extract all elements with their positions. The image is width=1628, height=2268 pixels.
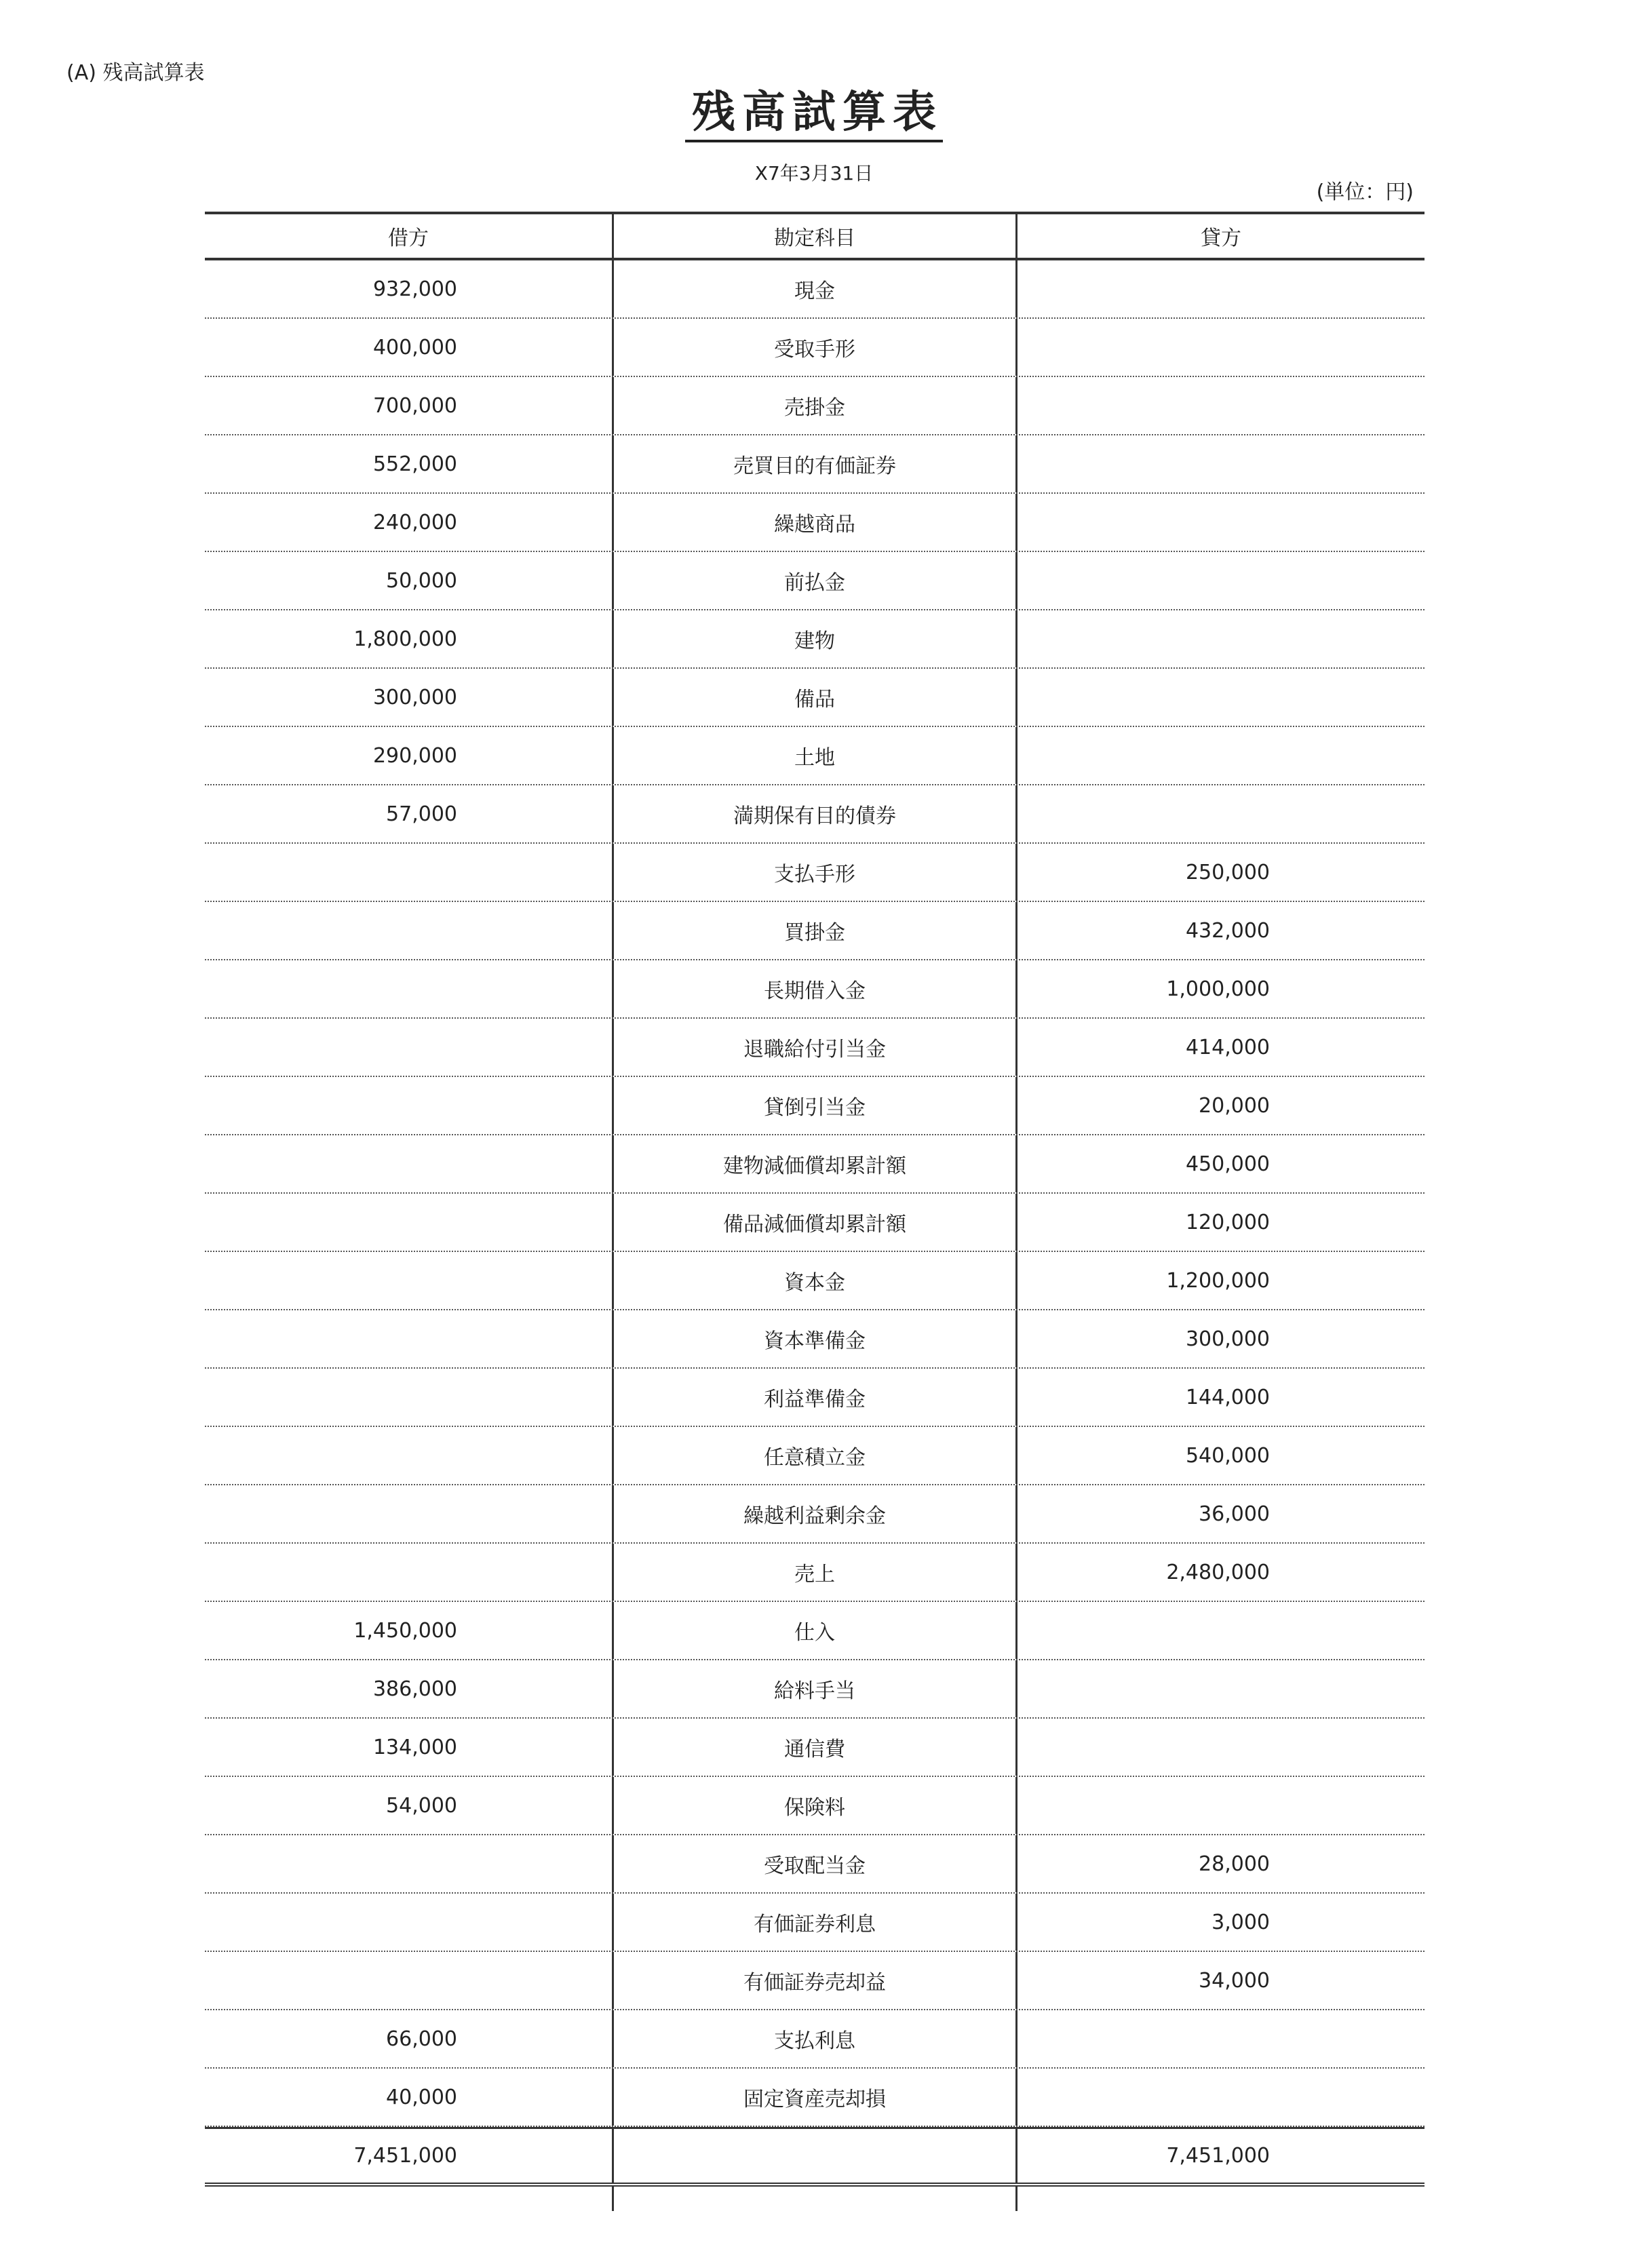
account-cell: 固定資産売却損	[612, 2069, 1018, 2126]
credit-cell	[1018, 2010, 1424, 2067]
debit-cell: 57,000	[386, 802, 457, 826]
table-row	[205, 1952, 1424, 2010]
table-row	[205, 494, 1424, 552]
credit-cell: 120,000	[1185, 1210, 1270, 1234]
debit-cell: 50,000	[386, 568, 457, 593]
credit-cell: 414,000	[1185, 1035, 1270, 1059]
account-cell: 現金	[612, 260, 1018, 317]
table-row	[205, 552, 1424, 610]
debit-cell	[205, 844, 612, 901]
credit-cell: 432,000	[1185, 918, 1270, 943]
section-label: (A) 残高試算表	[66, 61, 205, 85]
total-account	[612, 2129, 1018, 2183]
account-cell: 売掛金	[612, 377, 1018, 434]
account-cell: 支払手形	[612, 844, 1018, 901]
account-cell: 長期借入金	[612, 960, 1018, 1017]
account-cell: 利益準備金	[612, 1369, 1018, 1426]
credit-cell: 3,000	[1212, 1910, 1270, 1934]
credit-cell	[1018, 260, 1424, 317]
table-row	[205, 1660, 1424, 1719]
debit-cell	[205, 1194, 612, 1251]
debit-cell	[205, 1135, 612, 1192]
table-row	[205, 435, 1424, 494]
table-body	[205, 260, 1424, 2127]
credit-cell	[1018, 669, 1424, 726]
table-row	[205, 1485, 1424, 1544]
table-row	[205, 1135, 1424, 1194]
account-cell: 建物	[612, 610, 1018, 667]
credit-cell: 250,000	[1185, 860, 1270, 884]
account-cell: 備品減価償却累計額	[612, 1194, 1018, 1251]
table-row	[205, 377, 1424, 435]
credit-cell	[1018, 1719, 1424, 1776]
credit-cell	[1018, 377, 1424, 434]
table-row	[205, 1019, 1424, 1077]
account-cell: 土地	[612, 727, 1018, 784]
table-row	[205, 1602, 1424, 1660]
debit-cell	[205, 1077, 612, 1134]
account-cell: 通信費	[612, 1719, 1018, 1776]
credit-cell	[1018, 1777, 1424, 1834]
debit-cell: 932,000	[372, 277, 457, 301]
tail-right	[1018, 2187, 1424, 2211]
credit-cell	[1018, 785, 1424, 842]
account-cell: 前払金	[612, 552, 1018, 609]
debit-cell	[205, 960, 612, 1017]
account-cell: 資本金	[612, 1252, 1018, 1309]
credit-cell: 540,000	[1185, 1443, 1270, 1468]
debit-cell	[205, 1252, 612, 1309]
table-header	[205, 212, 1424, 260]
credit-cell: 300,000	[1185, 1327, 1270, 1351]
credit-cell: 28,000	[1199, 1852, 1270, 1876]
table-row	[205, 960, 1424, 1019]
credit-cell	[1018, 610, 1424, 667]
credit-cell	[1018, 727, 1424, 784]
credit-cell	[1018, 552, 1424, 609]
debit-cell	[205, 1427, 612, 1484]
credit-cell: 36,000	[1199, 1502, 1270, 1526]
debit-cell: 300,000	[372, 685, 457, 709]
debit-cell: 290,000	[372, 743, 457, 768]
debit-cell: 240,000	[372, 510, 457, 534]
credit-cell: 1,200,000	[1166, 1268, 1270, 1293]
account-cell: 退職給付引当金	[612, 1019, 1018, 1076]
totals-row	[205, 2127, 1424, 2187]
table-row	[205, 1369, 1424, 1427]
table-row	[205, 2069, 1424, 2127]
table-row	[205, 1427, 1424, 1485]
credit-cell	[1018, 435, 1424, 492]
account-cell: 給料手当	[612, 1660, 1018, 1717]
account-cell: 有価証券利息	[612, 1894, 1018, 1951]
table-row	[205, 1252, 1424, 1310]
debit-cell: 552,000	[372, 452, 457, 476]
debit-cell: 1,450,000	[353, 1618, 457, 1643]
account-cell: 支払利息	[612, 2010, 1018, 2067]
table-row	[205, 1719, 1424, 1777]
account-cell: 資本準備金	[612, 1310, 1018, 1367]
account-cell: 繰越商品	[612, 494, 1018, 551]
account-cell: 繰越利益剰余金	[612, 1485, 1018, 1542]
credit-cell: 450,000	[1185, 1152, 1270, 1176]
debit-cell: 1,800,000	[353, 627, 457, 651]
table-row	[205, 785, 1424, 844]
table-row	[205, 1894, 1424, 1952]
table-row	[205, 1077, 1424, 1135]
debit-cell	[205, 1019, 612, 1076]
tail-center	[612, 2187, 1018, 2211]
account-cell: 売上	[612, 1544, 1018, 1601]
debit-cell: 386,000	[372, 1677, 457, 1701]
debit-cell	[205, 902, 612, 959]
credit-cell: 34,000	[1199, 1968, 1270, 1993]
table-tail	[205, 2187, 1424, 2211]
table-row	[205, 2010, 1424, 2069]
table-row	[205, 610, 1424, 669]
account-cell: 受取手形	[612, 319, 1018, 376]
credit-cell	[1018, 2069, 1424, 2126]
account-cell: 買掛金	[612, 902, 1018, 959]
credit-cell	[1018, 494, 1424, 551]
credit-cell: 20,000	[1199, 1093, 1270, 1118]
table-row	[205, 1194, 1424, 1252]
table-row	[205, 1835, 1424, 1894]
credit-cell: 144,000	[1185, 1385, 1270, 1409]
debit-cell	[205, 1952, 612, 2009]
document-title-text: 残高試算表	[685, 91, 943, 142]
debit-cell	[205, 1369, 612, 1426]
debit-cell: 40,000	[386, 2085, 457, 2109]
table-row	[205, 1310, 1424, 1369]
debit-cell	[205, 1894, 612, 1951]
unit-label: (単位：円)	[1316, 180, 1414, 204]
account-cell: 満期保有目的債券	[612, 785, 1018, 842]
total-credit: 7,451,000	[1166, 2144, 1270, 2168]
account-cell: 仕入	[612, 1602, 1018, 1659]
credit-cell: 1,000,000	[1166, 977, 1270, 1001]
debit-cell: 66,000	[386, 2027, 457, 2051]
tail-left	[205, 2187, 612, 2211]
account-cell: 建物減価償却累計額	[612, 1135, 1018, 1192]
debit-cell	[205, 1835, 612, 1892]
total-debit: 7,451,000	[353, 2144, 457, 2168]
document-title	[0, 87, 1628, 142]
debit-cell: 134,000	[372, 1735, 457, 1759]
table-row	[205, 902, 1424, 960]
account-cell: 貸倒引当金	[612, 1077, 1018, 1134]
debit-cell: 54,000	[386, 1793, 457, 1818]
account-cell: 任意積立金	[612, 1427, 1018, 1484]
table-row	[205, 844, 1424, 902]
trial-balance-table	[205, 212, 1424, 2211]
table-row	[205, 260, 1424, 319]
debit-cell	[205, 1544, 612, 1601]
account-cell: 有価証券売却益	[612, 1952, 1018, 2009]
account-cell: 受取配当金	[612, 1835, 1018, 1892]
table-row	[205, 319, 1424, 377]
table-row	[205, 1777, 1424, 1835]
account-cell: 備品	[612, 669, 1018, 726]
header-debit: 借方	[388, 227, 429, 250]
account-cell: 保険料	[612, 1777, 1018, 1834]
credit-cell: 2,480,000	[1166, 1560, 1270, 1584]
credit-cell	[1018, 319, 1424, 376]
credit-cell	[1018, 1660, 1424, 1717]
debit-cell: 700,000	[372, 393, 457, 418]
table-row	[205, 727, 1424, 785]
account-cell: 売買目的有価証券	[612, 435, 1018, 492]
header-account: 勘定科目	[612, 214, 1018, 258]
table-row	[205, 1544, 1424, 1602]
debit-cell	[205, 1485, 612, 1542]
debit-cell: 400,000	[372, 335, 457, 359]
credit-cell	[1018, 1602, 1424, 1659]
debit-cell	[205, 1310, 612, 1367]
document-date: X7年3月31日	[754, 162, 874, 184]
header-credit: 貸方	[1201, 227, 1241, 250]
table-row	[205, 669, 1424, 727]
